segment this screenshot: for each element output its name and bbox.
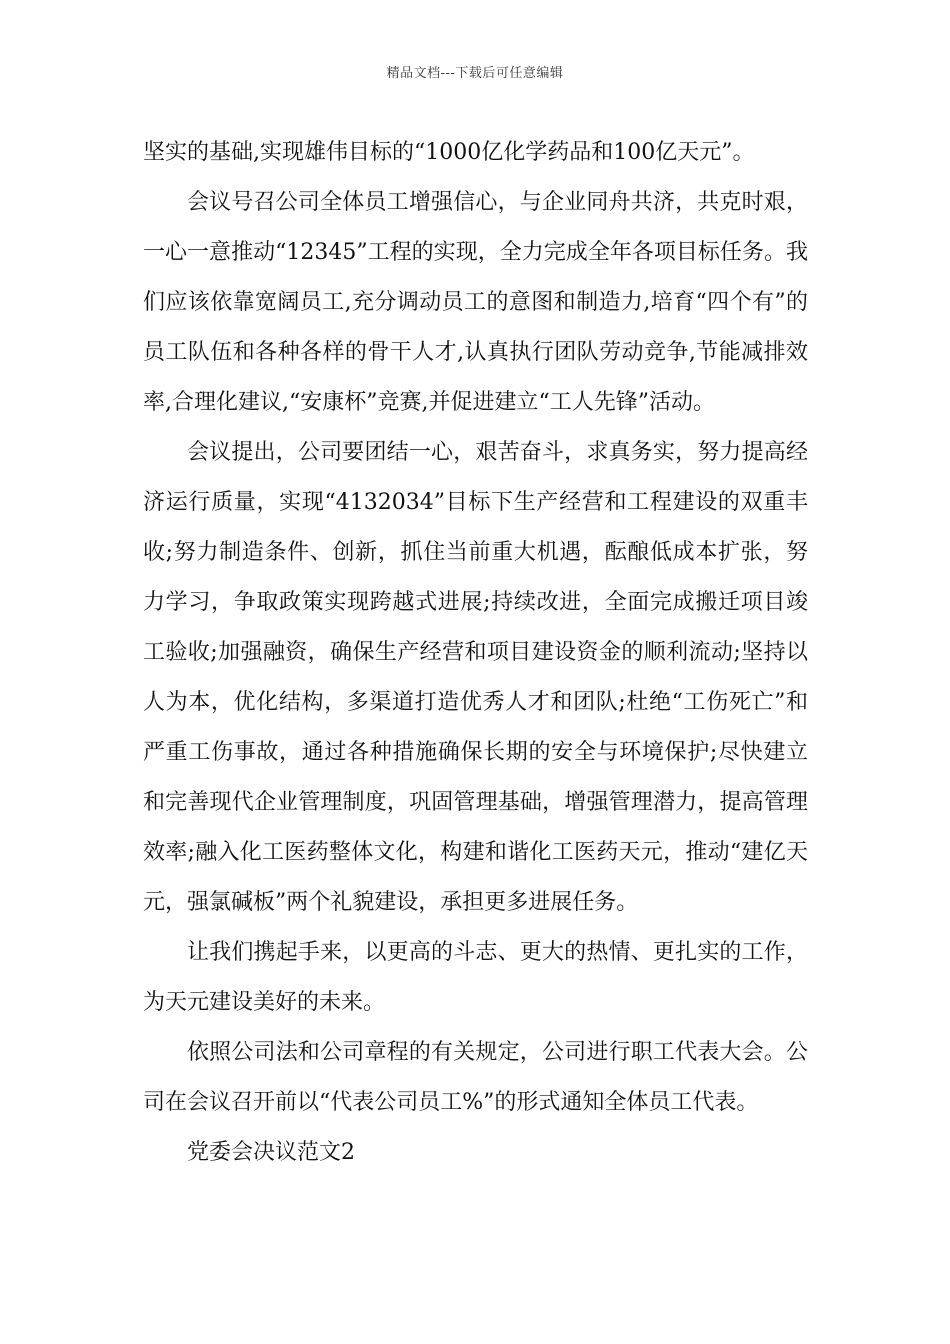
paragraph-meeting-proposal: 会议提出，公司要团结一心，艰苦奋斗，求真务实，努力提高经济运行质量，实现“4132034”目标下生产经营和工程建设的双重丰收;努力制造条件、创新，抓住当前重大机遇，酝酿低成本扩张，努力学习，争取政策实现跨越式进展;持续改进，全面完成搬迁项目竣工验收;加强融资，确保生产经营和项目建设资金的顺利流动;坚持以人为本，优化结构，多渠道打造优秀人才和团队;杜绝“工伤死亡”和严重工伤事故，通过各种措施确保长期的安全与环境保护;尽快建立和完善现代企业管理制度，巩固管理基础，增强管理潜力，提高管理效率;融入化工医药整体文化，构建和谐化工医药天元，推动“建亿天元，强氯碱板”两个礼貌建设，承担更多进展任务。 — [143, 440, 808, 915]
paragraph-continuation: 坚实的基础,实现雄伟目标的“1000亿化学药品和100亿天元”。 — [143, 140, 755, 165]
paragraph-closing-call: 让我们携起手来，以更高的斗志、更大的热情、更扎实的工作，为天元建设美好的未来。 — [143, 940, 808, 1015]
section-heading: 党委会决议范文2 — [187, 1140, 355, 1165]
paragraph-congress-notice: 依照公司法和公司章程的有关规定，公司进行职工代表大会。公司在会议召开前以“代表公司员工%”的形式通知全体员工代表。 — [143, 1040, 808, 1115]
page-header: 精品文档---下载后可任意编辑 — [386, 66, 564, 81]
paragraph-meeting-call: 会议号召公司全体员工增强信心，与企业同舟共济，共克时艰，一心一意推动“12345”工程的实现，全力完成全年各项目标任务。我们应该依靠宽阔员工,充分调动员工的意图和制造力,培育“四个有”的员工队伍和各种各样的骨干人才,认真执行团队劳动竞争,节能减排效率,合理化建议,“安康杯”竞赛,并促进建立“工人先锋”活动。 — [143, 190, 808, 415]
document-body — [143, 128, 808, 1178]
